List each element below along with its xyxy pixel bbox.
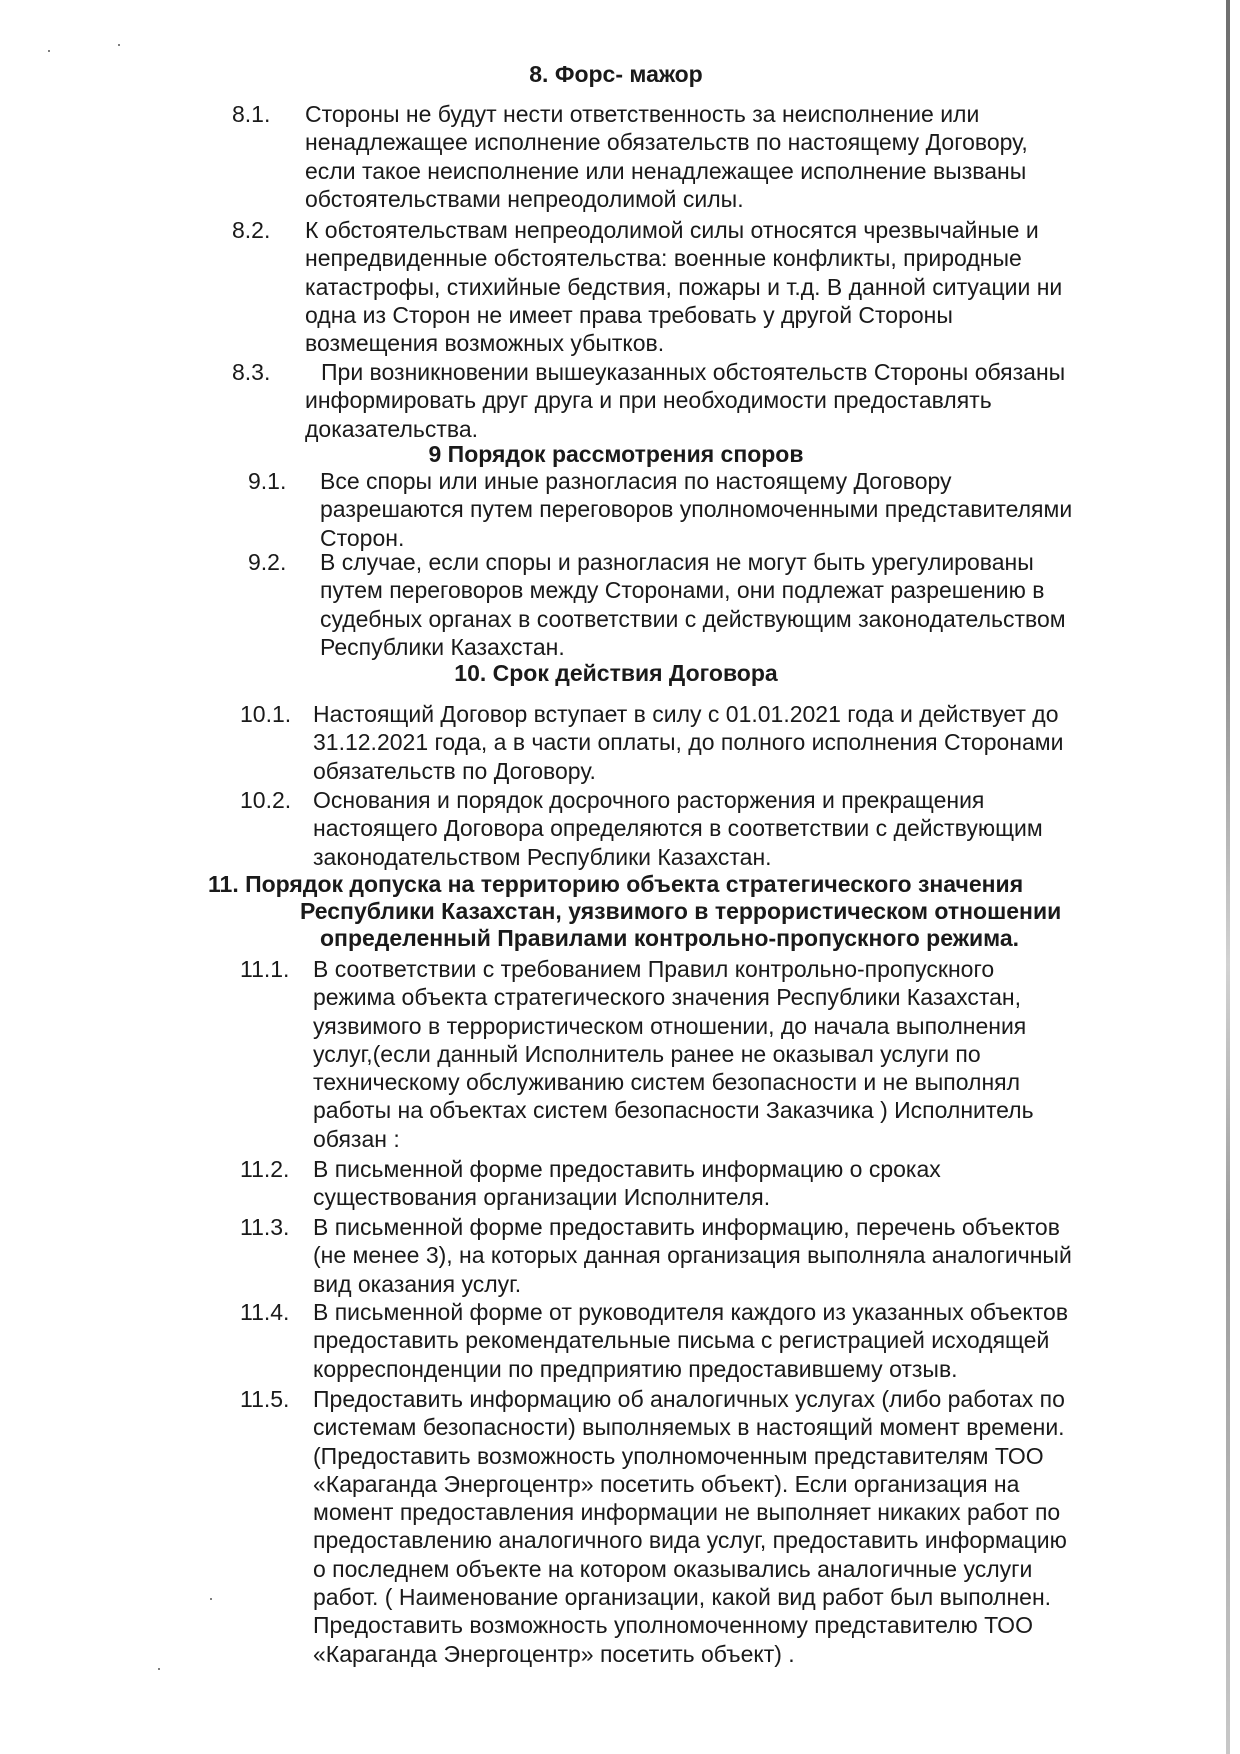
item-number: 11.3.	[240, 1214, 290, 1240]
item-number: 11.2.	[240, 1156, 290, 1182]
scan-speck	[118, 44, 120, 46]
item-text: Стороны не будут нести ответственность за неисполнение или ненадлежащее исполнение обязательств по настоящему Договору, если такое неисполнение или ненадлежащее исполнение вызваны обстоятельствами непреодолимой силы.	[305, 101, 1028, 212]
item-text: При возникновении вышеуказанных обстоятельств Стороны обязаны информировать друг друга и при необходимости предоставлять доказательства.	[305, 359, 1066, 442]
section-8-heading: 8. Форс- мажор	[529, 61, 703, 87]
item-number: 10.1.	[240, 701, 292, 727]
item-text: В письменной форме предоставить информацию о сроках существования организации Исполнителя.	[313, 1156, 941, 1211]
scan-speck	[210, 1598, 212, 1600]
scan-speck	[48, 50, 50, 52]
item-text: В письменной форме от руководителя каждого из указанных объектов предоставить рекомендательные письма с регистрацией исходящей корреспонденции по предприятию предоставившему отзыв.	[313, 1299, 1069, 1382]
item-number: 9.2.	[248, 549, 287, 575]
scan-speck	[158, 1668, 160, 1670]
item-number: 11.5.	[240, 1386, 290, 1412]
item-text: В письменной форме предоставить информацию, перечень объектов (не менее 3), на которых данная организация выполняла аналогичный вид оказания услуг.	[313, 1214, 1072, 1297]
item-text: К обстоятельствам непреодолимой силы относятся чрезвычайные и непредвиденные обстоятельства: военные конфликты, природные катастрофы, стихийные бедствия, пожары и т.д. В данной ситуации ни одна из Сторон не имеет права требовать у другой Стороны возмещения возможных убытков.	[305, 217, 1063, 357]
item-text: В случае, если споры и разногласия не могут быть урегулированы путем переговоров между Сторонами, они подлежат разрешению в судебных органах в соответствии с действующим законодательством Республики Казахстан.	[320, 549, 1066, 660]
item-text: В соответствии с требованием Правил контрольно-пропускного режима объекта стратегического значения Республики Казахстан, уязвимого в террористическом отношении, до начала выполнения услуг,(если данный Исполнитель ранее не оказывал услуги по техническому обслуживанию систем безопасности и не выполнял работы на объектах систем безопасности Заказчика ) Исполнитель обязан :	[313, 956, 1034, 1152]
item-text: Настоящий Договор вступает в силу с 01.01.2021 года и действует до 31.12.2021 года, а в части оплаты, до полного исполнения Сторонами обязательств по Договору.	[313, 701, 1064, 784]
section-10-heading: 10. Срок действия Договора	[454, 660, 778, 686]
item-number: 10.2.	[240, 787, 292, 813]
item-number: 8.3.	[232, 359, 271, 385]
item-text: Предоставить информацию об аналогичных услугах (либо работах по системам безопасности) выполняемых в настоящий момент времени. (Предоставить возможность уполномоченным представителям ТОО «Караганда Энергоцентр» посетить объект). Если организация на момент предоставления информации не выполняет никаких работ по предоставлению аналогичного вида услуг, предоставить информацию о последнем объекте на котором оказывались аналогичные услуги работ. ( Наименование организации, какой вид работ был выполнен. Предоставить возможность уполномоченному представителю ТОО «Караганда Энергоцентр» посетить объект) .	[313, 1386, 1067, 1667]
item-number: 8.1.	[232, 101, 271, 127]
item-text: Основания и порядок досрочного расторжения и прекращения настоящего Договора определяются в соответствии с действующим законодательством Республики Казахстан.	[313, 787, 1043, 870]
scan-edge-shadow	[1226, 0, 1230, 1754]
item-number: 11.1.	[240, 956, 290, 982]
item-number: 8.2.	[232, 217, 271, 243]
section-11-heading: 11. Порядок допуска на территорию объекта стратегического значения Республики Казахстан, уязвимого в террористическом отношении определенный Правилами контрольно-пропускного режима.	[208, 871, 1062, 951]
section-9-heading: 9 Порядок рассмотрения споров	[428, 441, 804, 467]
item-number: 9.1.	[248, 468, 287, 494]
item-text: Все споры или иные разногласия по настоящему Договору разрешаются путем переговоров уполномоченными представителями Сторон.	[320, 468, 1073, 551]
item-number: 11.4.	[240, 1299, 290, 1325]
